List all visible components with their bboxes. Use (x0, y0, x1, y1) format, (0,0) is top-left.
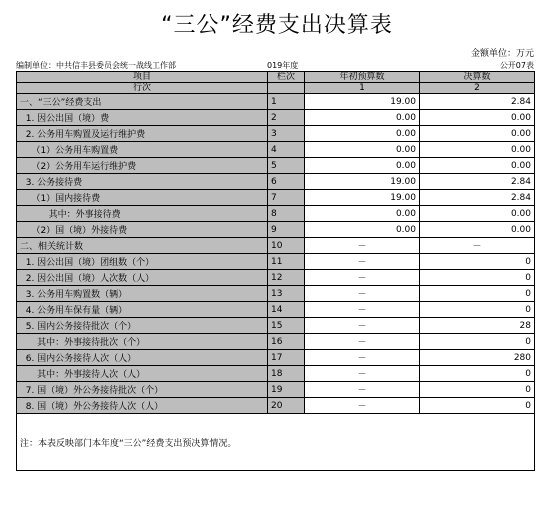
row-name: 3. 公务接待费 (17, 174, 268, 190)
row-name: 7. 国（境）外公务接待批次（个） (17, 382, 268, 398)
row-budget: － (305, 382, 420, 398)
row-final: 2.84 (420, 174, 535, 190)
note-row (17, 414, 535, 471)
row-index: 3 (268, 126, 305, 142)
header-row (17, 72, 535, 83)
row-final: 0.00 (420, 110, 535, 126)
row-budget: － (305, 302, 420, 318)
row-index: 11 (268, 254, 305, 270)
row-final: 0.00 (420, 222, 535, 238)
expenditure-table (16, 71, 535, 471)
row-name: 5. 国内公务接待批次（个） (17, 318, 268, 334)
header-row-label: 行次 (17, 83, 268, 94)
row-index: 7 (268, 190, 305, 206)
row-name: （1）公务用车购置费 (17, 142, 268, 158)
fiscal-year: 019年度 (267, 61, 299, 70)
row-final: 0.00 (420, 126, 535, 142)
row-name: 2. 因公出国（境）人次数（人） (17, 270, 268, 286)
row-name: 二、相关统计数 (17, 238, 268, 254)
row-final: 0.00 (420, 158, 535, 174)
row-index: 13 (268, 286, 305, 302)
row-name: 8. 国（境）外公务接待人次（人） (17, 398, 268, 414)
row-name: 其中：外事接待费 (17, 206, 268, 222)
row-final: 280 (420, 350, 535, 366)
row-index: 1 (268, 94, 305, 110)
table-row (17, 318, 535, 334)
row-index: 8 (268, 206, 305, 222)
row-index: 2 (268, 110, 305, 126)
row-budget: － (305, 254, 420, 270)
row-budget: － (305, 334, 420, 350)
amount-unit: 金额单位：万元 (470, 49, 534, 59)
row-final: 0 (420, 334, 535, 350)
row-budget: 0.00 (305, 110, 420, 126)
row-final: － (420, 238, 535, 254)
row-index: 20 (268, 398, 305, 414)
report-title: “三公”经费支出决算表 (161, 13, 393, 38)
row-final: 0 (420, 382, 535, 398)
table-row (17, 158, 535, 174)
row-budget: 19.00 (305, 94, 420, 110)
row-budget: － (305, 238, 420, 254)
table-row (17, 174, 535, 190)
table-row (17, 366, 535, 382)
header-item: 项目 (17, 72, 268, 83)
header-col2: 2 (420, 83, 535, 94)
table-row (17, 206, 535, 222)
row-budget: 19.00 (305, 174, 420, 190)
row-index: 16 (268, 334, 305, 350)
row-name: 6. 国内公务接待人次（人） (17, 350, 268, 366)
header-blank (268, 83, 305, 94)
row-final: 2.84 (420, 190, 535, 206)
table-row (17, 302, 535, 318)
row-budget: 0.00 (305, 206, 420, 222)
row-final: 28 (420, 318, 535, 334)
table-row (17, 270, 535, 286)
row-budget: － (305, 270, 420, 286)
row-final: 2.84 (420, 94, 535, 110)
table-row (17, 110, 535, 126)
header-index: 栏次 (268, 72, 305, 83)
row-index: 12 (268, 270, 305, 286)
row-budget: 0.00 (305, 158, 420, 174)
row-index: 14 (268, 302, 305, 318)
row-name: （1）国内接待费 (17, 190, 268, 206)
table-row (17, 382, 535, 398)
row-budget: 0.00 (305, 126, 420, 142)
row-name: （2）国（境）外接待费 (17, 222, 268, 238)
table-row (17, 254, 535, 270)
row-final: 0 (420, 286, 535, 302)
row-index: 10 (268, 238, 305, 254)
table-body (17, 94, 535, 414)
table-code: 公开07表 (499, 61, 534, 70)
row-name: （2）公务用车运行维护费 (17, 158, 268, 174)
row-index: 17 (268, 350, 305, 366)
row-index: 5 (268, 158, 305, 174)
table-note: 注：本表反映部门本年度“三公”经费支出预决算情况。 (17, 414, 535, 471)
row-name: 1. 因公出国（境）费 (17, 110, 268, 126)
row-final: 0.00 (420, 142, 535, 158)
row-name: 1. 因公出国（境）团组数（个） (17, 254, 268, 270)
row-budget: 0.00 (305, 222, 420, 238)
table-row (17, 222, 535, 238)
row-budget: 19.00 (305, 190, 420, 206)
table-row (17, 398, 535, 414)
row-final: 0 (420, 270, 535, 286)
report-meta (16, 60, 534, 71)
header-subrow (17, 83, 535, 94)
table-row (17, 350, 535, 366)
row-name: 其中：外事接待人次（人） (17, 366, 268, 382)
row-index: 19 (268, 382, 305, 398)
row-budget: － (305, 286, 420, 302)
table-row (17, 190, 535, 206)
row-final: 0.00 (420, 206, 535, 222)
compiling-unit: 编制单位：中共信丰县委员会统一战线工作部 (16, 61, 176, 70)
header-final: 决算数 (420, 72, 535, 83)
table-row (17, 238, 535, 254)
table-row (17, 126, 535, 142)
header-col1: 1 (305, 83, 420, 94)
row-index: 9 (268, 222, 305, 238)
table-row (17, 286, 535, 302)
row-name: 4. 公务用车保有量（辆） (17, 302, 268, 318)
row-budget: － (305, 318, 420, 334)
table-row (17, 142, 535, 158)
table-row (17, 94, 535, 110)
row-name: 2. 公务用车购置及运行维护费 (17, 126, 268, 142)
row-name: 3. 公务用车购置数（辆） (17, 286, 268, 302)
row-index: 6 (268, 174, 305, 190)
row-final: 0 (420, 366, 535, 382)
row-index: 15 (268, 318, 305, 334)
row-name: 一、“三公”经费支出 (17, 94, 268, 110)
row-name: 其中：外事接待批次（个） (17, 334, 268, 350)
row-budget: － (305, 398, 420, 414)
row-index: 4 (268, 142, 305, 158)
row-final: 0 (420, 254, 535, 270)
row-budget: － (305, 350, 420, 366)
row-final: 0 (420, 302, 535, 318)
row-final: 0 (420, 398, 535, 414)
row-budget: － (305, 366, 420, 382)
table-row (17, 334, 535, 350)
header-budget: 年初预算数 (305, 72, 420, 83)
row-index: 18 (268, 366, 305, 382)
row-budget: 0.00 (305, 142, 420, 158)
